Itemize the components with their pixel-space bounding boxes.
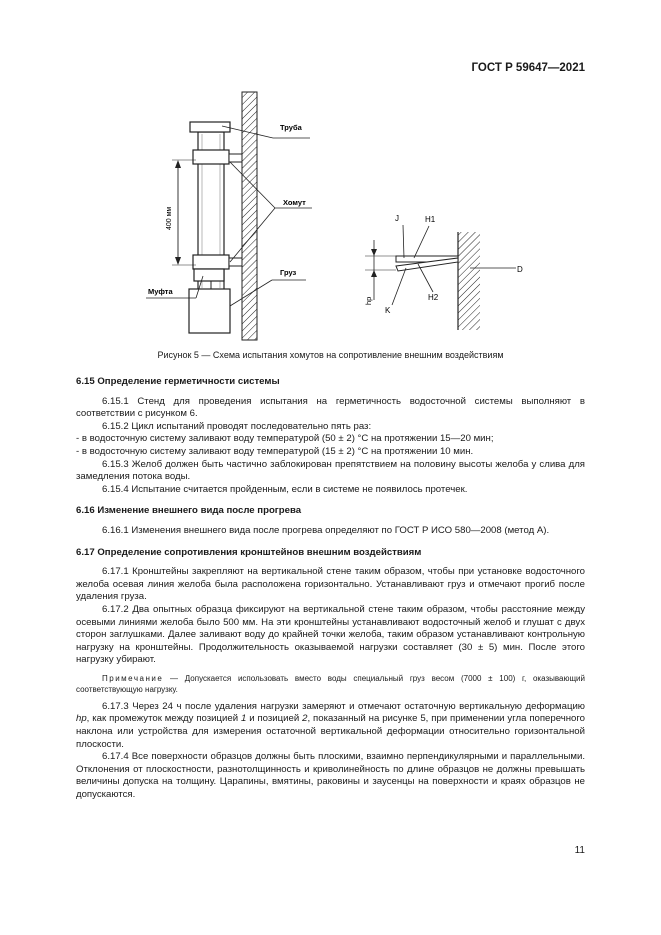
figure-5-diagram (0, 0, 661, 345)
bullet-1: - в водосточную систему заливают воду температурой (50 ± 2) °С на протяжении 15—20 мин; (76, 433, 494, 445)
para-6-15-2: 6.15.2 Цикл испытаний проводят последовательно пять раз: (102, 420, 372, 432)
para-6-15-1: 6.15.1 Стенд для проведения испытания на герметичность водосточной системы выполняют в соответствии с рисунком 6. (76, 395, 585, 420)
wall (242, 92, 257, 340)
label-gruz: Груз (280, 268, 297, 277)
bullet-2: - в водосточную систему заливают воду температурой (15 ± 2) °С на протяжении 10 мин. (76, 445, 474, 457)
label-d: D (517, 265, 523, 274)
clamp-bottom (193, 255, 229, 269)
weight (189, 289, 230, 333)
note-label: Примечание (102, 673, 164, 683)
body-text (76, 376, 585, 802)
para-6-16-1: 6.16.1 Изменения внешнего вида после прогрева определяют по ГОСТ Р ИСО 580—2008 (метод А). (102, 524, 550, 536)
para-6-15-4: 6.15.4 Испытание считается пройденным, если в системе не появилось протечек. (102, 483, 468, 495)
document-id: ГОСТ Р 59647—2021 (471, 62, 585, 74)
label-j: J (395, 214, 399, 223)
note (76, 673, 585, 695)
page-number: 11 (574, 845, 585, 856)
heading-6-17: 6.17 Определение сопротивления кронштейнов внешним воздействиям (76, 546, 422, 558)
label-homut: Хомут (283, 198, 306, 207)
para-6-15-3: 6.15.3 Желоб должен быть частично заблокирован препятствием на половину высоты желоба у слива для замедления потока воды. (76, 458, 585, 483)
figure-caption: Рисунок 5 — Схема испытания хомутов на сопротивление внешним воздействиям (157, 350, 504, 360)
para-6-17-4: 6.17.4 Все поверхности образцов должны быть плоскими, взаимно перпендикулярными и параллельными. Отклонения от плоскостности, разнотолщинность и криволинейность по длине образцов не должны превышать величины допуска на толщину. Царапины, вмятины, раковины и заусенцы на поверхности и краях образцов не допускаются. (76, 751, 585, 801)
dimension-label: 400 мм (166, 206, 173, 230)
para-6-17-3: 6.17.3 Через 24 ч после удаления нагрузки замеряют и отмечают остаточную вертикальную деформацию hp, как промежуток между позицией 1 и позицией 2, показанный на рисунке 5, при применении угла поперечного наклона или устройства для измерения остаточной вертикальной деформации относительно горизонтальной плоскости. (76, 700, 585, 750)
note-text: — Допускается использовать вместо воды специальный груз весом (7000 ± 100) г, оказывающий соответствующую нагрузку. (76, 673, 585, 694)
heading-6-16: 6.16 Изменение внешнего вида после прогрева (76, 505, 302, 517)
clamp-top (193, 150, 229, 164)
label-h2: H2 (428, 293, 439, 302)
heading-6-15: 6.15 Определение герметичности системы (76, 376, 280, 387)
label-hp: hp (364, 296, 373, 305)
label-h1: H1 (425, 215, 436, 224)
label-mufta: Муфта (148, 287, 173, 296)
coupling (194, 269, 224, 281)
para-6-17-1: 6.17.1 Кронштейны закрепляют на вертикальной стене таким образом, чтобы при установке водосточного желоба осевая линия желоба была расположена горизонтально. Устанавливают груз и отмечают прогиб после удаления груза. (76, 566, 585, 603)
right-wall (458, 232, 480, 330)
label-k: K (385, 306, 391, 315)
label-truba: Труба (280, 123, 302, 132)
para-6-17-2: 6.17.2 Два опытных образца фиксируют на вертикальной стене таким образом, чтобы расстояние между осевыми линиями желоба было 500 мм. На эти кронштейны устанавливают водосточный желоб и глушат с двух сторон заглушками. Далее заливают воду до крайней точки желоба, таким образом устанавливают контрольную нагрузку на кронштейны. Продолжительность оказываемой нагрузки составляет (30 ± 5) мин. После этого нагрузку убирают. (76, 603, 585, 666)
